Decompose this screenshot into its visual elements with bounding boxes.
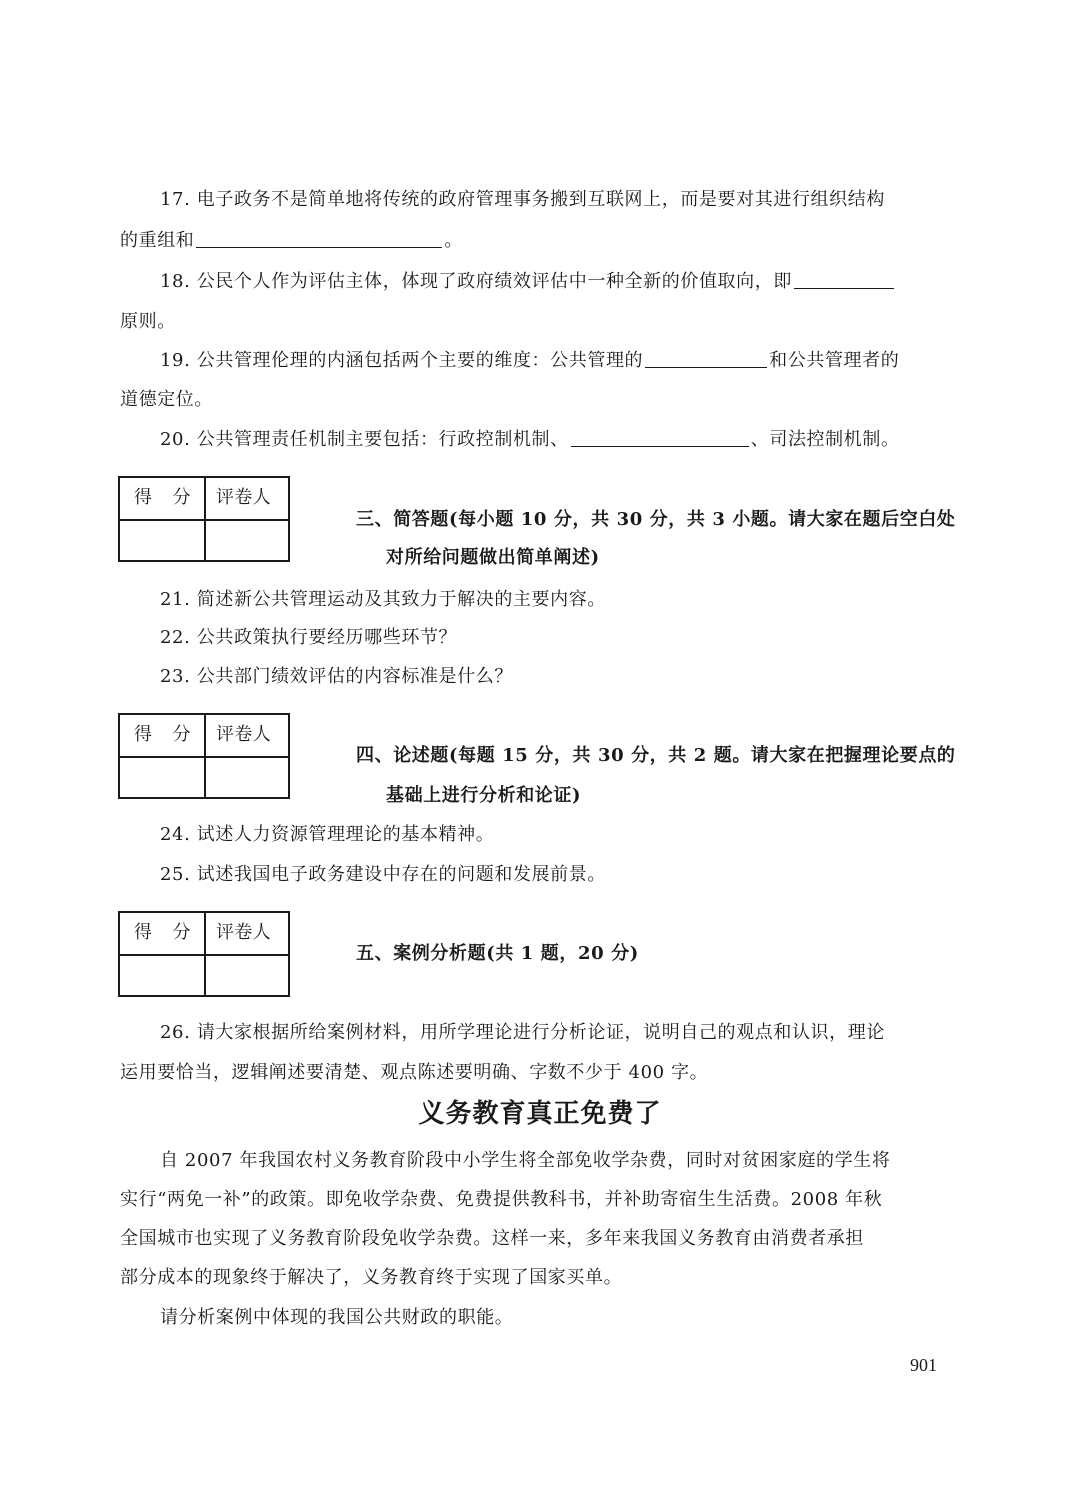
section4-title-line1: 四、论述题(每题 15 分，共 30 分，共 2 题。请大家在把握理论要点的 — [356, 745, 956, 766]
q18-line1 — [160, 270, 896, 294]
grader-input-cell[interactable] — [206, 758, 288, 797]
q18-answer-blank[interactable] — [794, 270, 894, 289]
grader-label: 评卷人 — [216, 487, 272, 508]
q26-line2: 运用要恰当，逻辑阐述要清楚、观点陈述要明确、字数不少于 400 字。 — [120, 1062, 709, 1083]
grader-label: 评卷人 — [216, 724, 272, 745]
score-input-cell[interactable] — [120, 521, 204, 560]
score-label: 得 分 — [134, 922, 191, 943]
case-title: 义务教育真正免费了 — [418, 1099, 662, 1129]
grader-input-cell[interactable] — [206, 521, 288, 560]
grader-label: 评卷人 — [216, 922, 272, 943]
q20-before: 20. 公共管理责任机制主要包括：行政控制机制、 — [160, 429, 569, 450]
page-number: 901 — [910, 1355, 937, 1375]
q17-line2 — [120, 229, 463, 253]
q17-answer-blank[interactable] — [196, 229, 442, 248]
score-label: 得 分 — [134, 724, 191, 745]
section3-title-line2: 对所给问题做出简单阐述) — [386, 547, 600, 568]
q20-line — [160, 428, 900, 452]
score-label: 得 分 — [134, 487, 191, 508]
case-paragraph-line: 部分成本的现象终于解决了，义务教育终于实现了国家买单。 — [120, 1267, 623, 1288]
q20-after: 、司法控制机制。 — [750, 429, 900, 450]
q17-line2-before: 的重组和 — [120, 230, 195, 251]
q18-line2: 原则。 — [120, 311, 176, 332]
q19-line1-after: 和公共管理者的 — [769, 350, 900, 371]
q21: 21. 简述新公共管理运动及其致力于解决的主要内容。 — [160, 589, 606, 610]
q17-line2-after: 。 — [444, 230, 464, 251]
q17-line1: 17. 电子政务不是简单地将传统的政府管理事务搬到互联网上，而是要对其进行组织结构 — [160, 189, 885, 210]
score-input-cell[interactable] — [120, 758, 204, 797]
score-table-section4 — [118, 713, 290, 799]
section3-title-line1: 三、简答题(每小题 10 分，共 30 分，共 3 小题。请大家在题后空白处 — [356, 509, 956, 530]
q22: 22. 公共政策执行要经历哪些环节？ — [160, 627, 458, 648]
section4-title-line2: 基础上进行分析和论证) — [386, 785, 582, 806]
case-question: 请分析案例中体现的我国公共财政的职能。 — [160, 1307, 514, 1328]
q25: 25. 试述我国电子政务建设中存在的问题和发展前景。 — [160, 864, 606, 885]
case-paragraph-line: 实行“两免一补”的政策。即免收学杂费、免费提供教科书，并补助寄宿生生活费。2008 年秋 — [120, 1189, 883, 1210]
q24: 24. 试述人力资源管理理论的基本精神。 — [160, 824, 495, 845]
score-input-cell[interactable] — [120, 956, 204, 995]
q19-answer-blank[interactable] — [645, 349, 767, 368]
q20-answer-blank[interactable] — [571, 428, 749, 447]
q23: 23. 公共部门绩效评估的内容标准是什么？ — [160, 666, 513, 687]
section5-title: 五、案例分析题(共 1 题，20 分) — [356, 943, 639, 964]
q19-line2: 道德定位。 — [120, 389, 213, 410]
q18-line1-text: 18. 公民个人作为评估主体，体现了政府绩效评估中一种全新的价值取向，即 — [160, 271, 792, 292]
grader-input-cell[interactable] — [206, 956, 288, 995]
q26-line1: 26. 请大家根据所给案例材料，用所学理论进行分析论证，说明自己的观点和认识，理论 — [160, 1022, 885, 1043]
case-paragraph-line: 自 2007 年我国农村义务教育阶段中小学生将全部免收学杂费，同时对贫困家庭的学生将 — [160, 1150, 891, 1171]
case-paragraph-line: 全国城市也实现了义务教育阶段免收学杂费。这样一来，多年来我国义务教育由消费者承担 — [120, 1228, 864, 1249]
q19-line1-before: 19. 公共管理伦理的内涵包括两个主要的维度：公共管理的 — [160, 350, 644, 371]
score-table-section3 — [118, 476, 290, 562]
score-table-section5 — [118, 911, 290, 997]
q19-line1 — [160, 349, 899, 373]
